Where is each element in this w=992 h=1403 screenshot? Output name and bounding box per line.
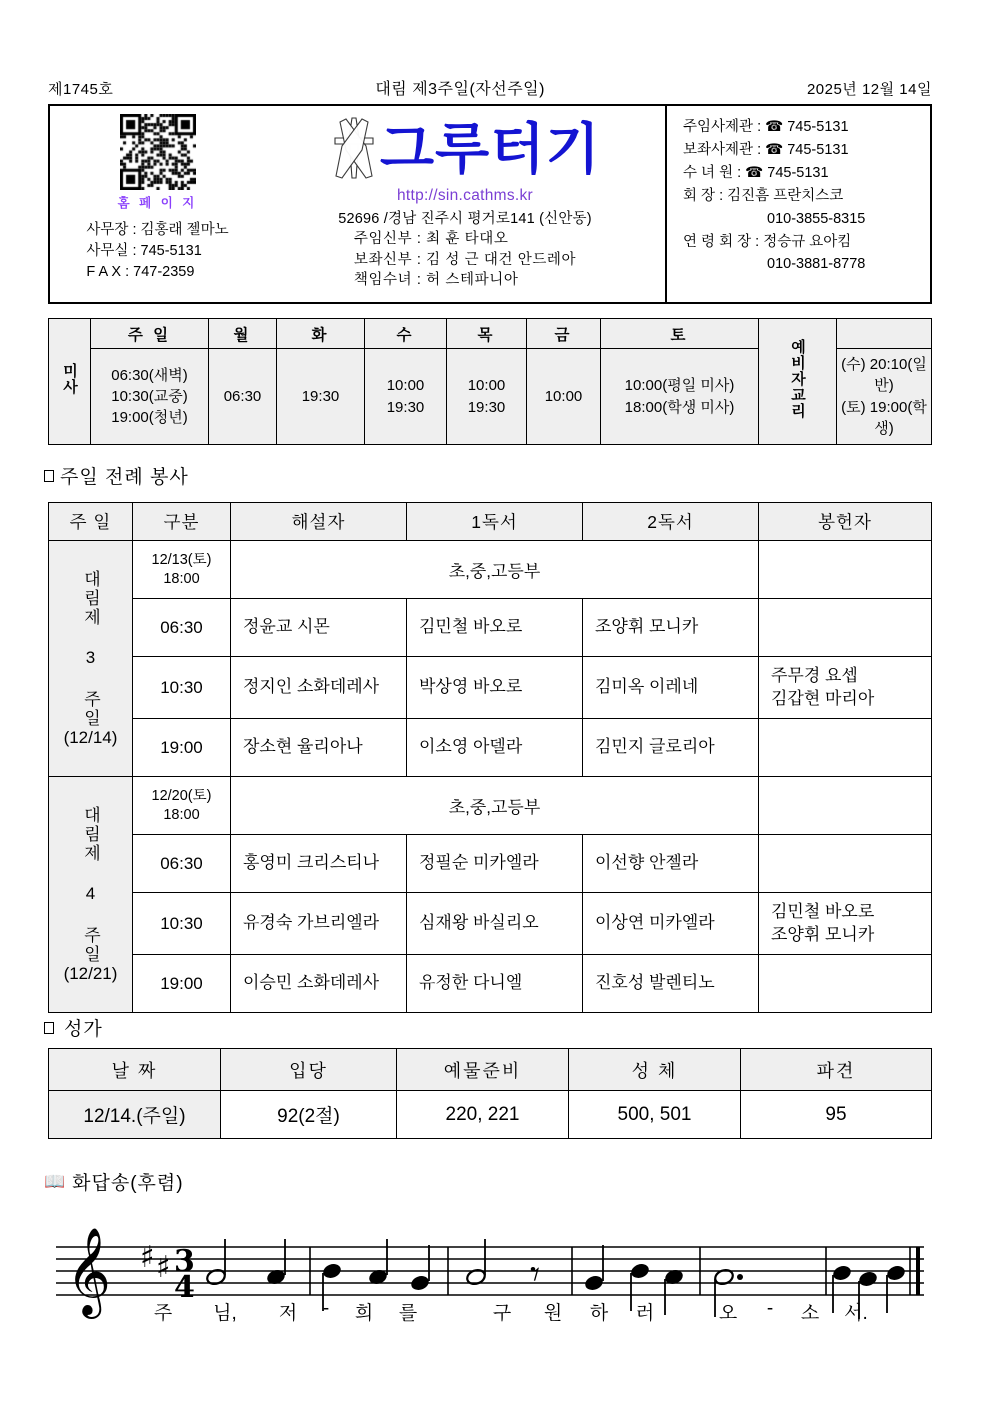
sister-name: 책임수녀 : 허 스테파니아 [353,272,519,289]
contact-separator: : [719,187,724,204]
mass-time-mon: 06:30 [209,349,277,445]
mass-schedule-table [48,318,932,445]
office-contact-block [86,220,228,283]
liturgy-saturday-note: 초,중,고등부 [231,541,759,599]
liturgy-reading2: 이상연 미카엘라 [583,893,759,955]
catechism-header-blank [837,319,932,349]
telephone-icon: ☎ [765,141,784,158]
liturgy-reading2: 김민지 글로리아 [583,719,759,777]
treble-clef-icon: 𝄞 [66,1226,111,1315]
catechism-times: (수) 20:10(일반) (토) 19:00(학생) [837,349,932,445]
note-group-1 [205,1239,286,1286]
week-label: 대림제 3 주일 [81,569,101,728]
hymn-header-entrance: 입당 [221,1049,397,1091]
contact-value: 745-5131 [787,141,849,158]
liturgy-time: 19:00 [133,955,231,1013]
elder-chairman-mobile: 010-3881-8778 [767,256,866,273]
liturgy-header-offering: 봉헌자 [759,503,932,541]
liturgy-section-heading [44,462,189,489]
week-date: (12/14) [63,727,118,747]
contact-value: 정승규 요아킴 [763,233,852,250]
office-fax: F A X : 747-2359 [86,264,195,281]
telephone-icon: ☎ [745,164,764,181]
contact-row-elder-chairman [683,231,930,254]
telephone-icon: ☎ [765,119,784,135]
liturgy-header-row [49,503,932,541]
liturgy-time: 10:30 [133,657,231,719]
mass-time-wed: 10:00 19:30 [365,349,447,445]
hymn-section-heading [44,1014,103,1041]
table-row [49,835,932,893]
hymn-entrance: 92(2절) [221,1091,397,1139]
lyric-syllable: 님, [213,1303,237,1324]
lyric-syllable: 원 [543,1303,563,1324]
liturgy-offering [759,719,932,777]
table-row [49,719,932,777]
liturgy-time: 19:00 [133,719,231,777]
liturgy-offering [759,955,932,1013]
lyric-syllable: 저 [278,1303,298,1324]
quarter-rest-icon: 𝄾 [530,1252,541,1296]
liturgy-header-week: 주 일 [49,503,133,541]
contact-row-convent [683,162,930,185]
chairman-mobile: 010-3855-8315 [767,210,866,227]
page-title: 대림 제3주일(자선주일) [375,81,545,98]
liturgy-reading2: 조양휘 모니카 [583,599,759,657]
contact-row-pastor-rectory [683,116,930,139]
liturgy-offering [759,599,932,657]
table-row [49,955,932,1013]
hymn-header-offertory: 예물준비 [397,1049,569,1091]
mass-time-tue: 19:30 [277,349,365,445]
mass-time-fri: 10:00 [527,349,601,445]
liturgy-offering: 주무경 요셉 김갑현 마리아 [759,657,932,719]
pastor-name: 주임신부 : 최 훈 타대오 [353,231,509,247]
lyric-syllable: 하 [589,1303,609,1324]
table-row [49,893,932,955]
sharp-icon-2: ♯ [156,1250,171,1285]
time-signature-denominator: 4 [174,1270,195,1305]
augmentation-dot [737,1274,743,1280]
liturgy-time: 10:30 [133,893,231,955]
contact-value: 745-5131 [787,119,849,135]
liturgy-reading2: 이선향 안젤라 [583,835,759,893]
liturgy-offering: 김민철 바오로 조양휘 모니카 [759,893,932,955]
catechism-label-cell [759,319,837,445]
contact-value: 김진흠 프란치스코 [727,187,844,204]
masthead-center [265,106,665,302]
mass-header-sat: 토 [601,319,759,349]
hymn-value-row [49,1091,932,1139]
liturgy-time: 12/13(토) 18:00 [133,541,231,599]
mass-time-sunday: 06:30(새벽) 10:30(교중) 19:00(청년) [91,349,209,445]
liturgy-week-cell-2 [49,777,133,1013]
responsorial-section-title: 화답송(후렴) [72,1173,184,1194]
liturgy-offering [759,835,932,893]
hymn-header-row [49,1049,932,1091]
mass-header-mon: 월 [209,319,277,349]
liturgy-reading1: 박상영 바오로 [407,657,583,719]
hymn-communion: 500, 501 [569,1091,741,1139]
office-manager: 사무장 : 김홍래 젤마노 [86,222,229,238]
mass-header-tue: 화 [277,319,365,349]
liturgy-section-title: 주일 전례 봉사 [60,467,189,488]
contact-separator: : [757,119,762,135]
contact-row-assistant-rectory [683,139,930,162]
lyric-syllable: 러 [635,1303,655,1324]
week-date: (12/21) [63,963,118,983]
hymn-dismissal: 95 [741,1091,932,1139]
liturgy-week-cell-1 [49,541,133,777]
lyric-syllable: 서. [844,1303,868,1324]
mass-table-header-row [49,319,932,349]
hymn-offertory: 220, 221 [397,1091,569,1139]
assistant-priest-name: 보좌신부 : 김 성 근 대건 안드레아 [353,251,577,268]
qr-label: 홈 페 이 지 [117,196,198,210]
liturgy-saturday-note: 초,중,고등부 [231,777,759,835]
hymn-date: 12/14.(주일) [49,1091,221,1139]
liturgy-commentator: 이승민 소화데레사 [231,955,407,1013]
qr-code[interactable] [120,114,196,190]
responsorial-lyrics [48,1298,932,1332]
lyric-syllable: - [322,1298,330,1319]
bulletin-logo-row [332,112,599,186]
hymn-header-date: 날 짜 [49,1049,221,1091]
masthead-box [48,104,932,304]
mass-header-sunday: 주 일 [91,319,209,349]
page-top-line [48,76,932,99]
lyric-syllable: 구 [492,1303,512,1324]
liturgy-time: 06:30 [133,835,231,893]
contact-label: 주임사제관 [683,119,754,135]
liturgy-header-reading1: 1독서 [407,503,583,541]
mass-time-sat: 10:00(평일 미사) 18:00(학생 미사) [601,349,759,445]
time-signature-numerator: 3 [174,1244,195,1279]
lyric-syllable: 를 [398,1303,418,1324]
parish-address: 52696 /경남 진주시 평거로141 (신안동) [338,211,592,227]
masthead-contacts [665,106,930,302]
hymn-header-communion: 성 체 [569,1049,741,1091]
liturgy-time: 12/20(토) 18:00 [133,777,231,835]
page-date: 2025년 12월 14일 [806,81,932,98]
issue-number: 제1745호 [48,81,114,98]
table-row [49,541,932,599]
office-phone: 사무실 : 745-5131 [86,243,202,260]
liturgy-offering [759,777,932,835]
contact-label: 수 녀 원 [683,164,734,181]
checkbox-square-icon [44,470,54,482]
liturgy-header-division: 구분 [133,503,231,541]
mass-header-wed: 수 [365,319,447,349]
mass-time-thu: 10:00 19:30 [447,349,527,445]
contact-separator: : [755,233,760,250]
bulletin-name: 그루터기 [379,116,601,181]
liturgy-commentator: 장소현 율리아나 [231,719,407,777]
book-icon: 📖 [44,1171,67,1192]
lyric-syllable: 소 [800,1303,820,1324]
lyric-syllable: 희 [354,1303,374,1324]
contact-label: 보좌사제관 [683,141,754,158]
liturgy-reading1: 이소영 아델라 [407,719,583,777]
hymn-section-title: 성가 [64,1019,103,1040]
responsorial-section-heading [44,1168,184,1195]
liturgy-header-commentator: 해설자 [231,503,407,541]
mass-header-fri: 금 [527,319,601,349]
liturgy-service-table [48,502,932,1013]
week-label: 대림제 4 주일 [81,805,101,964]
table-row [49,599,932,657]
contact-label: 연 령 회 장 [683,233,752,250]
clergy-block [354,229,576,291]
contact-value: 745-5131 [767,164,829,181]
liturgy-reading2: 진호성 발렌티노 [583,955,759,1013]
lyric-syllable: 주 [153,1303,173,1324]
checkbox-square-icon [44,1022,54,1034]
lyric-syllable: - [766,1298,774,1319]
liturgy-reading1: 정필순 미카엘라 [407,835,583,893]
hymn-table [48,1048,932,1139]
liturgy-reading1: 심재왕 바실리오 [407,893,583,955]
lyric-syllable: 오 [718,1303,738,1324]
liturgy-reading1: 김민철 바오로 [407,599,583,657]
liturgy-header-reading2: 2독서 [583,503,759,541]
catechism-label-text: 예비자교리 [789,339,806,419]
parish-url[interactable]: http://sin.cathms.kr [396,187,534,204]
liturgy-commentator: 홍영미 크리스티나 [231,835,407,893]
hymn-header-dismissal: 파견 [741,1049,932,1091]
sharp-icon-1: ♯ [140,1240,155,1275]
liturgy-commentator: 정윤교 시몬 [231,599,407,657]
contact-separator: : [737,164,742,181]
cross-emblem-icon [332,116,376,182]
liturgy-time: 06:30 [133,599,231,657]
liturgy-commentator: 유경숙 가브리엘라 [231,893,407,955]
masthead-left [50,106,265,302]
mass-row-label [49,319,91,445]
liturgy-commentator: 정지인 소화데레사 [231,657,407,719]
table-row [49,657,932,719]
mass-label-text: 미사 [61,363,78,395]
liturgy-reading1: 유정한 다니엘 [407,955,583,1013]
contact-separator: : [757,141,762,158]
mass-header-thu: 목 [447,319,527,349]
liturgy-reading2: 김미옥 이레네 [583,657,759,719]
contact-row-chairman [683,185,930,208]
contact-label: 회 장 [683,187,716,204]
liturgy-offering [759,541,932,599]
table-row [49,777,932,835]
